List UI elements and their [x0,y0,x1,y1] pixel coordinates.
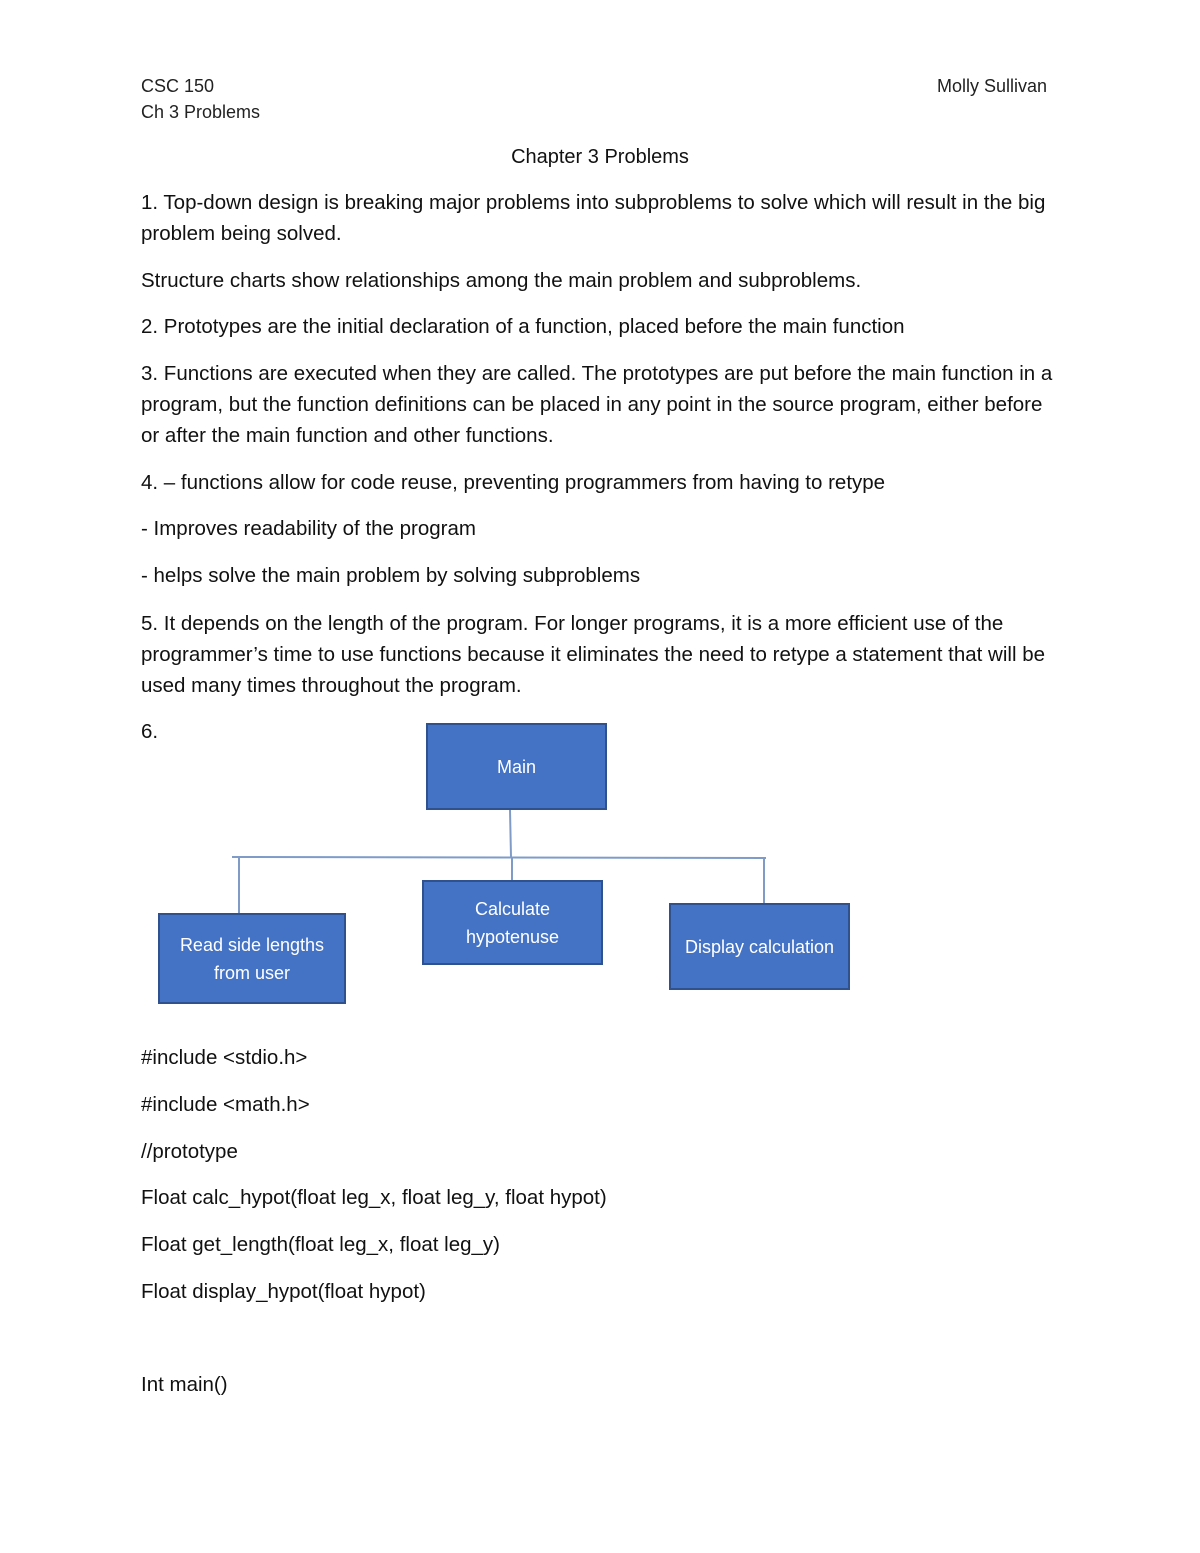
code-calc-hypot: Float calc_hypot(float leg_x, float leg_y, float hypot) [141,1186,607,1209]
display-box [669,903,850,990]
connector-main-down [510,810,511,857]
code-include-stdio: #include <stdio.h> [141,1046,308,1069]
read-input-box-label: Read side lengths from user [179,934,325,983]
calculate-box-label: Calculate hypotenuse [465,898,560,947]
main-box-label: Main [496,756,536,777]
answer-5: 5. It depends on the length of the program. For longer programs, it is a more efficient use of the programmer’s time to use functions because it eliminates the need to retype a statement that will be used many times throughout the program. [141,612,1045,697]
structure-chart [0,700,1200,1030]
main-box [426,723,607,810]
code-include-math: #include <math.h> [141,1093,310,1116]
course-label: CSC 150 [141,76,215,96]
answer-2: 2. Prototypes are the initial declaration of a function, placed before the main function [141,315,905,338]
code-display-hypot: Float display_hypot(float hypot) [141,1280,426,1303]
code-comment-prototype: //prototype [141,1140,238,1163]
document-title: Chapter 3 Problems [511,146,689,168]
answer-6-label: 6. [141,720,159,743]
code-get-length: Float get_length(float leg_x, float leg_y) [141,1233,500,1256]
calculate-box [422,880,603,965]
answer-1: 1. Top-down design is breaking major problems into subproblems to solve which will result in the big problem being solved. [141,191,1046,245]
author-name: Molly Sullivan [937,76,1048,96]
answer-4-readability: - Improves readability of the program [141,517,476,540]
answer-4-subproblems: - helps solve the main problem by solving subproblems [141,564,641,587]
connector-horizontal [232,857,766,858]
document-subtitle: Ch 3 Problems [141,102,261,122]
read-input-box [158,913,346,1004]
display-box-label: Display calculation [684,936,835,957]
code-int-main: Int main() [141,1373,228,1396]
structure-chart-note: Structure charts show relationships among the main problem and subproblems. [141,269,862,292]
answer-4: 4. – functions allow for code reuse, preventing programmers from having to retype [141,471,886,494]
answer-3: 3. Functions are executed when they are called. The prototypes are put before the main function in a program, but the function definitions can be placed in any point in the source program, either before or after the main function and other functions. [141,362,1053,447]
